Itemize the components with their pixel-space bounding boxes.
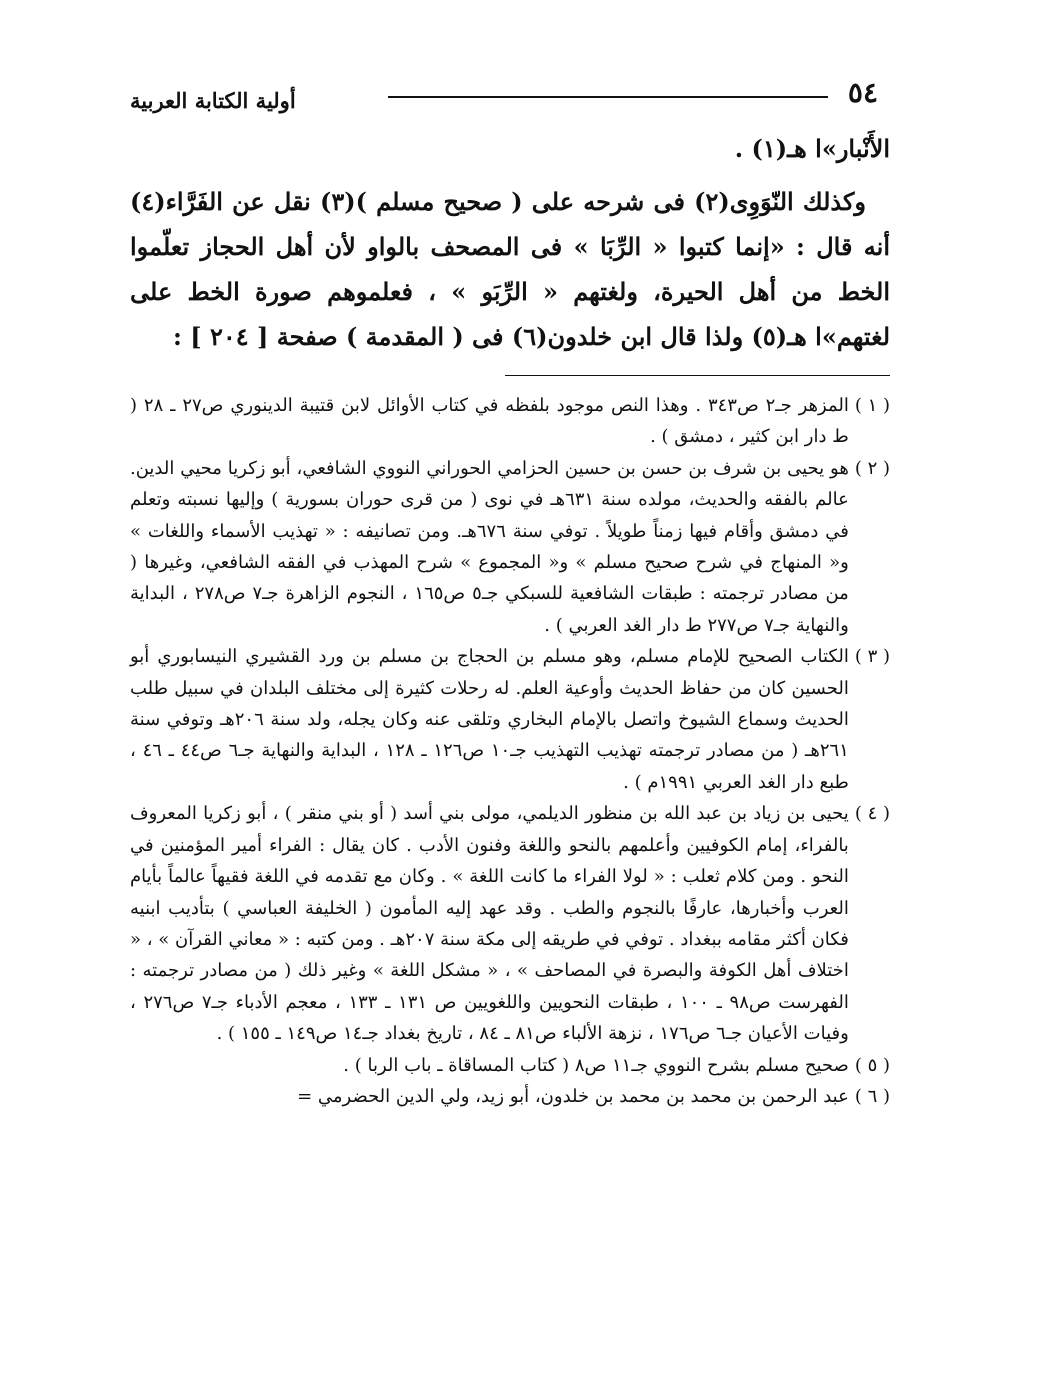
footnote-marker: ( ٥ )	[854, 1054, 890, 1076]
footnote-text: المزهر جـ٢ ص٣٤٣ . وهذا النص موجود بلفظه في كتاب الأوائل لابن قتيبة الدينوري ص٢٧ ـ ٢٨ ( ط دار ابن كثير ، دمشق ) .	[130, 395, 849, 448]
page-header	[130, 76, 890, 116]
page-number: ٥٤	[847, 76, 878, 109]
footnote-6	[130, 1081, 890, 1112]
footnote-4	[130, 798, 890, 1049]
main-paragraph: وكذلك النّوَوِى(٢) فى شرحه على ( صحيح مسلم )(٣) نقل عن الفَرَّاء(٤) أنه قال : «إنما كتبوا « الرِّبَا » فى المصحف بالواو لأن أهل الحجاز تعلّموا الخط من أهل الحيرة، ولغتهم « الرِّبَو » ، فعلموهم صورة الخط على لغتهم»ا هـ(٥) ولذا قال ابن خلدون(٦) فى ( المقدمة ) صفحة [ ٢٠٤ ] :	[130, 187, 890, 351]
footnote-marker: ( ٣ )	[854, 646, 890, 668]
footnote-marker: ( ٤ )	[854, 803, 890, 825]
footnote-text: هو يحيى بن شرف بن حسن بن حسين الحزامي الحوراني النووي الشافعي، أبو زكريا محيي الدين. عالم بالفقه والحديث، مولده سنة ٦٣١هـ في نوى ( من قرى حوران بسورية ) وإليها نسبته وتعلم في دمشق وأقام فيها زمناً طويلاً . توفي سنة ٦٧٦هـ. ومن تصانيفه : « تهذيب الأسماء واللغات » و« المنهاج في شرح صحيح مسلم » و« المجموع » شرح المهذب في الفقه الشافعي، وغيرها ( من مصادر ترجمته : طبقات الشافعية للسبكي جـ٥ ص١٦٥ ، النجوم الزاهرة جـ٧ ص٢٧٨ ، البداية والنهاية جـ٧ ص٢٧٧ ط دار الغد العربي ) .	[130, 457, 849, 636]
footnote-text: صحيح مسلم بشرح النووي جـ١١ ص٨ ( كتاب المساقاة ـ باب الربا ) .	[343, 1054, 849, 1076]
footnote-separator	[505, 375, 890, 376]
footnote-2	[130, 453, 890, 641]
main-text	[130, 126, 890, 359]
footnote-text: عبد الرحمن بن محمد بن محمد بن خلدون، أبو زيد، ولي الدين الحضرمي =	[297, 1085, 849, 1107]
running-title: أولية الكتابة العربية	[130, 88, 296, 113]
footnotes	[130, 390, 890, 1112]
footnote-5	[130, 1050, 890, 1081]
footnote-1	[130, 390, 890, 453]
footnote-text: يحيى بن زياد بن عبد الله بن منظور الديلمي، مولى بني أسد ( أو بني منقر ) ، أبو زكريا المعروف بالفراء، إمام الكوفيين وأعلمهم بالنحو واللغة وفنون الأدب . كان يقال : الفراء أمير المؤمنين في النحو . ومن كلام ثعلب : « لولا الفراء ما كانت اللغة » . وكان مع تقدمه في اللغة فقيهاً عالماً بأيام العرب وأخبارها، عارفًا بالنجوم والطب . وقد عهد إليه المأمون ( الخليفة العباسي ) بتأديب ابنيه فكان أكثر مقامه ببغداد . توفي في طريقه إلى مكة سنة ٢٠٧هـ . ومن كتبه : « معاني القرآن » ، « اختلاف أهل الكوفة والبصرة في المصاحف » ، « مشكل اللغة » وغير ذلك ( من مصادر ترجمته : الفهرست ص٩٨ ـ ١٠٠ ، طبقات النحويين واللغويين ص ١٣١ ـ ١٣٣ ، معجم الأدباء جـ٧ ص٢٧٦ ، وفيات الأعيان جـ٦ ص١٧٦ ، نزهة الألباء ص٨١ ـ ٨٤ ، تاريخ بغداد جـ١٤ ص١٤٩ ـ ١٥٥ ) .	[130, 803, 849, 1045]
footnote-text: الكتاب الصحيح للإمام مسلم، وهو مسلم بن الحجاج بن مسلم بن ورد القشيري النيسابوري أبو الحسين كان من حفاظ الحديث وأوعية العلم. له رحلات كثيرة إلى مختلف البلدان في سبيل طلب الحديث وسماع الشيوخ واتصل بالإمام البخاري وتلقى عنه وكان يجله، ولد سنة ٢٠٦هـ وتوفي سنة ٢٦١هـ ( من مصادر ترجمته تهذيب التهذيب جـ١٠ ص١٢٦ ـ ١٢٨ ، البداية والنهاية جـ٦ ص٤٤ ـ ٤٦ ، طبع دار الغد العربي ١٩٩١م ) .	[130, 646, 849, 793]
footnote-marker: ( ٦ )	[854, 1085, 890, 1107]
header-rule	[388, 96, 828, 98]
footnote-3	[130, 641, 890, 798]
footnote-marker: ( ١ )	[854, 395, 890, 416]
footnote-marker: ( ٢ )	[854, 457, 890, 479]
main-paragraph-continuation: الأَنْبار»ا هـ(١) .	[734, 134, 890, 163]
